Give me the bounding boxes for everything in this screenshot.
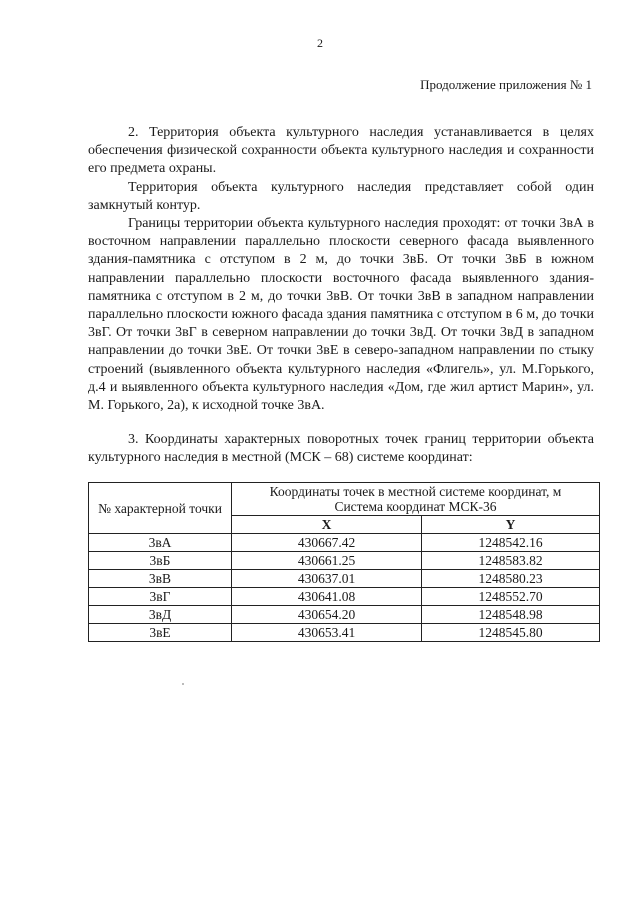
table-row bbox=[89, 534, 600, 552]
header-point-number: № характерной точки bbox=[89, 483, 232, 534]
paragraph-territory-boundaries: Границы территории объекта культурного наследия проходят: от точки 3вА в восточном направлении параллельно плоскости северного фасада выявленного здания-памятника с отступом в 2 м, до точки 3вБ. От точки 3вБ в южном направлении параллельно плоскости восточного фасада выявленного здания-памятника с отступом в 2 м, до точки 3вВ. От точки 3вВ в западном направлении параллельно плоскости южного фасада здания памятника с отступом в 6 м, до точки 3вГ. От точки 3вГ в северном направлении до точки 3вД. От точки 3вД в западном направлении до точки 3вЕ. От точки 3вЕ в северо-западном направлении по стыку строений (выявленного объекта культурного наследия «Флигель», ул. М.Горького, д.4 и выявленного объекта культурного наследия «Дом, где жил артист Марин», ул. М. Горького, 2а), к исходной точке 3вА. bbox=[88, 216, 594, 414]
header-coordinates-line1: Координаты точек в местной системе координат, м bbox=[269, 484, 562, 499]
cell-y: 1248583.82 bbox=[422, 552, 600, 570]
document-body bbox=[88, 124, 594, 468]
cell-x: 430641.08 bbox=[232, 588, 422, 606]
cell-y: 1248552.70 bbox=[422, 588, 600, 606]
scan-speck bbox=[182, 683, 184, 685]
header-coordinate-system: Система координат МСК-36 bbox=[334, 499, 497, 514]
cell-x: 430667.42 bbox=[232, 534, 422, 552]
cell-point: 3вА bbox=[89, 534, 232, 552]
cell-x: 430653.41 bbox=[232, 624, 422, 642]
cell-y: 1248580.23 bbox=[422, 570, 600, 588]
paragraph-coordinates-intro: 3. Координаты характерных поворотных точек границ территории объекта культурного наследия в местной (МСК – 68) системе координат: bbox=[88, 432, 594, 466]
table-row bbox=[89, 624, 600, 642]
cell-point: 3вД bbox=[89, 606, 232, 624]
cell-point: 3вБ bbox=[89, 552, 232, 570]
cell-x: 430661.25 bbox=[232, 552, 422, 570]
cell-x: 430654.20 bbox=[232, 606, 422, 624]
page-number: 2 bbox=[317, 36, 323, 50]
appendix-continuation-note: Продолжение приложения № 1 bbox=[420, 77, 592, 92]
coordinates-table bbox=[88, 482, 600, 642]
header-x: X bbox=[232, 516, 422, 534]
paragraph-territory-purpose: 2. Территория объекта культурного наследия устанавливается в целях обеспечения физической сохранности объекта культурного наследия и сохранности его предмета охраны. bbox=[88, 125, 594, 177]
table-row bbox=[89, 606, 600, 624]
header-y: Y bbox=[422, 516, 600, 534]
cell-y: 1248545.80 bbox=[422, 624, 600, 642]
paragraph-territory-contour: Территория объекта культурного наследия представляет собой один замкнутый контур. bbox=[88, 179, 594, 213]
cell-point: 3вВ bbox=[89, 570, 232, 588]
table-row bbox=[89, 552, 600, 570]
header-coordinates bbox=[232, 483, 600, 516]
table-row bbox=[89, 570, 600, 588]
table-row bbox=[89, 588, 600, 606]
cell-point: 3вГ bbox=[89, 588, 232, 606]
cell-x: 430637.01 bbox=[232, 570, 422, 588]
table-header-row bbox=[89, 483, 600, 516]
cell-y: 1248548.98 bbox=[422, 606, 600, 624]
cell-y: 1248542.16 bbox=[422, 534, 600, 552]
cell-point: 3вЕ bbox=[89, 624, 232, 642]
